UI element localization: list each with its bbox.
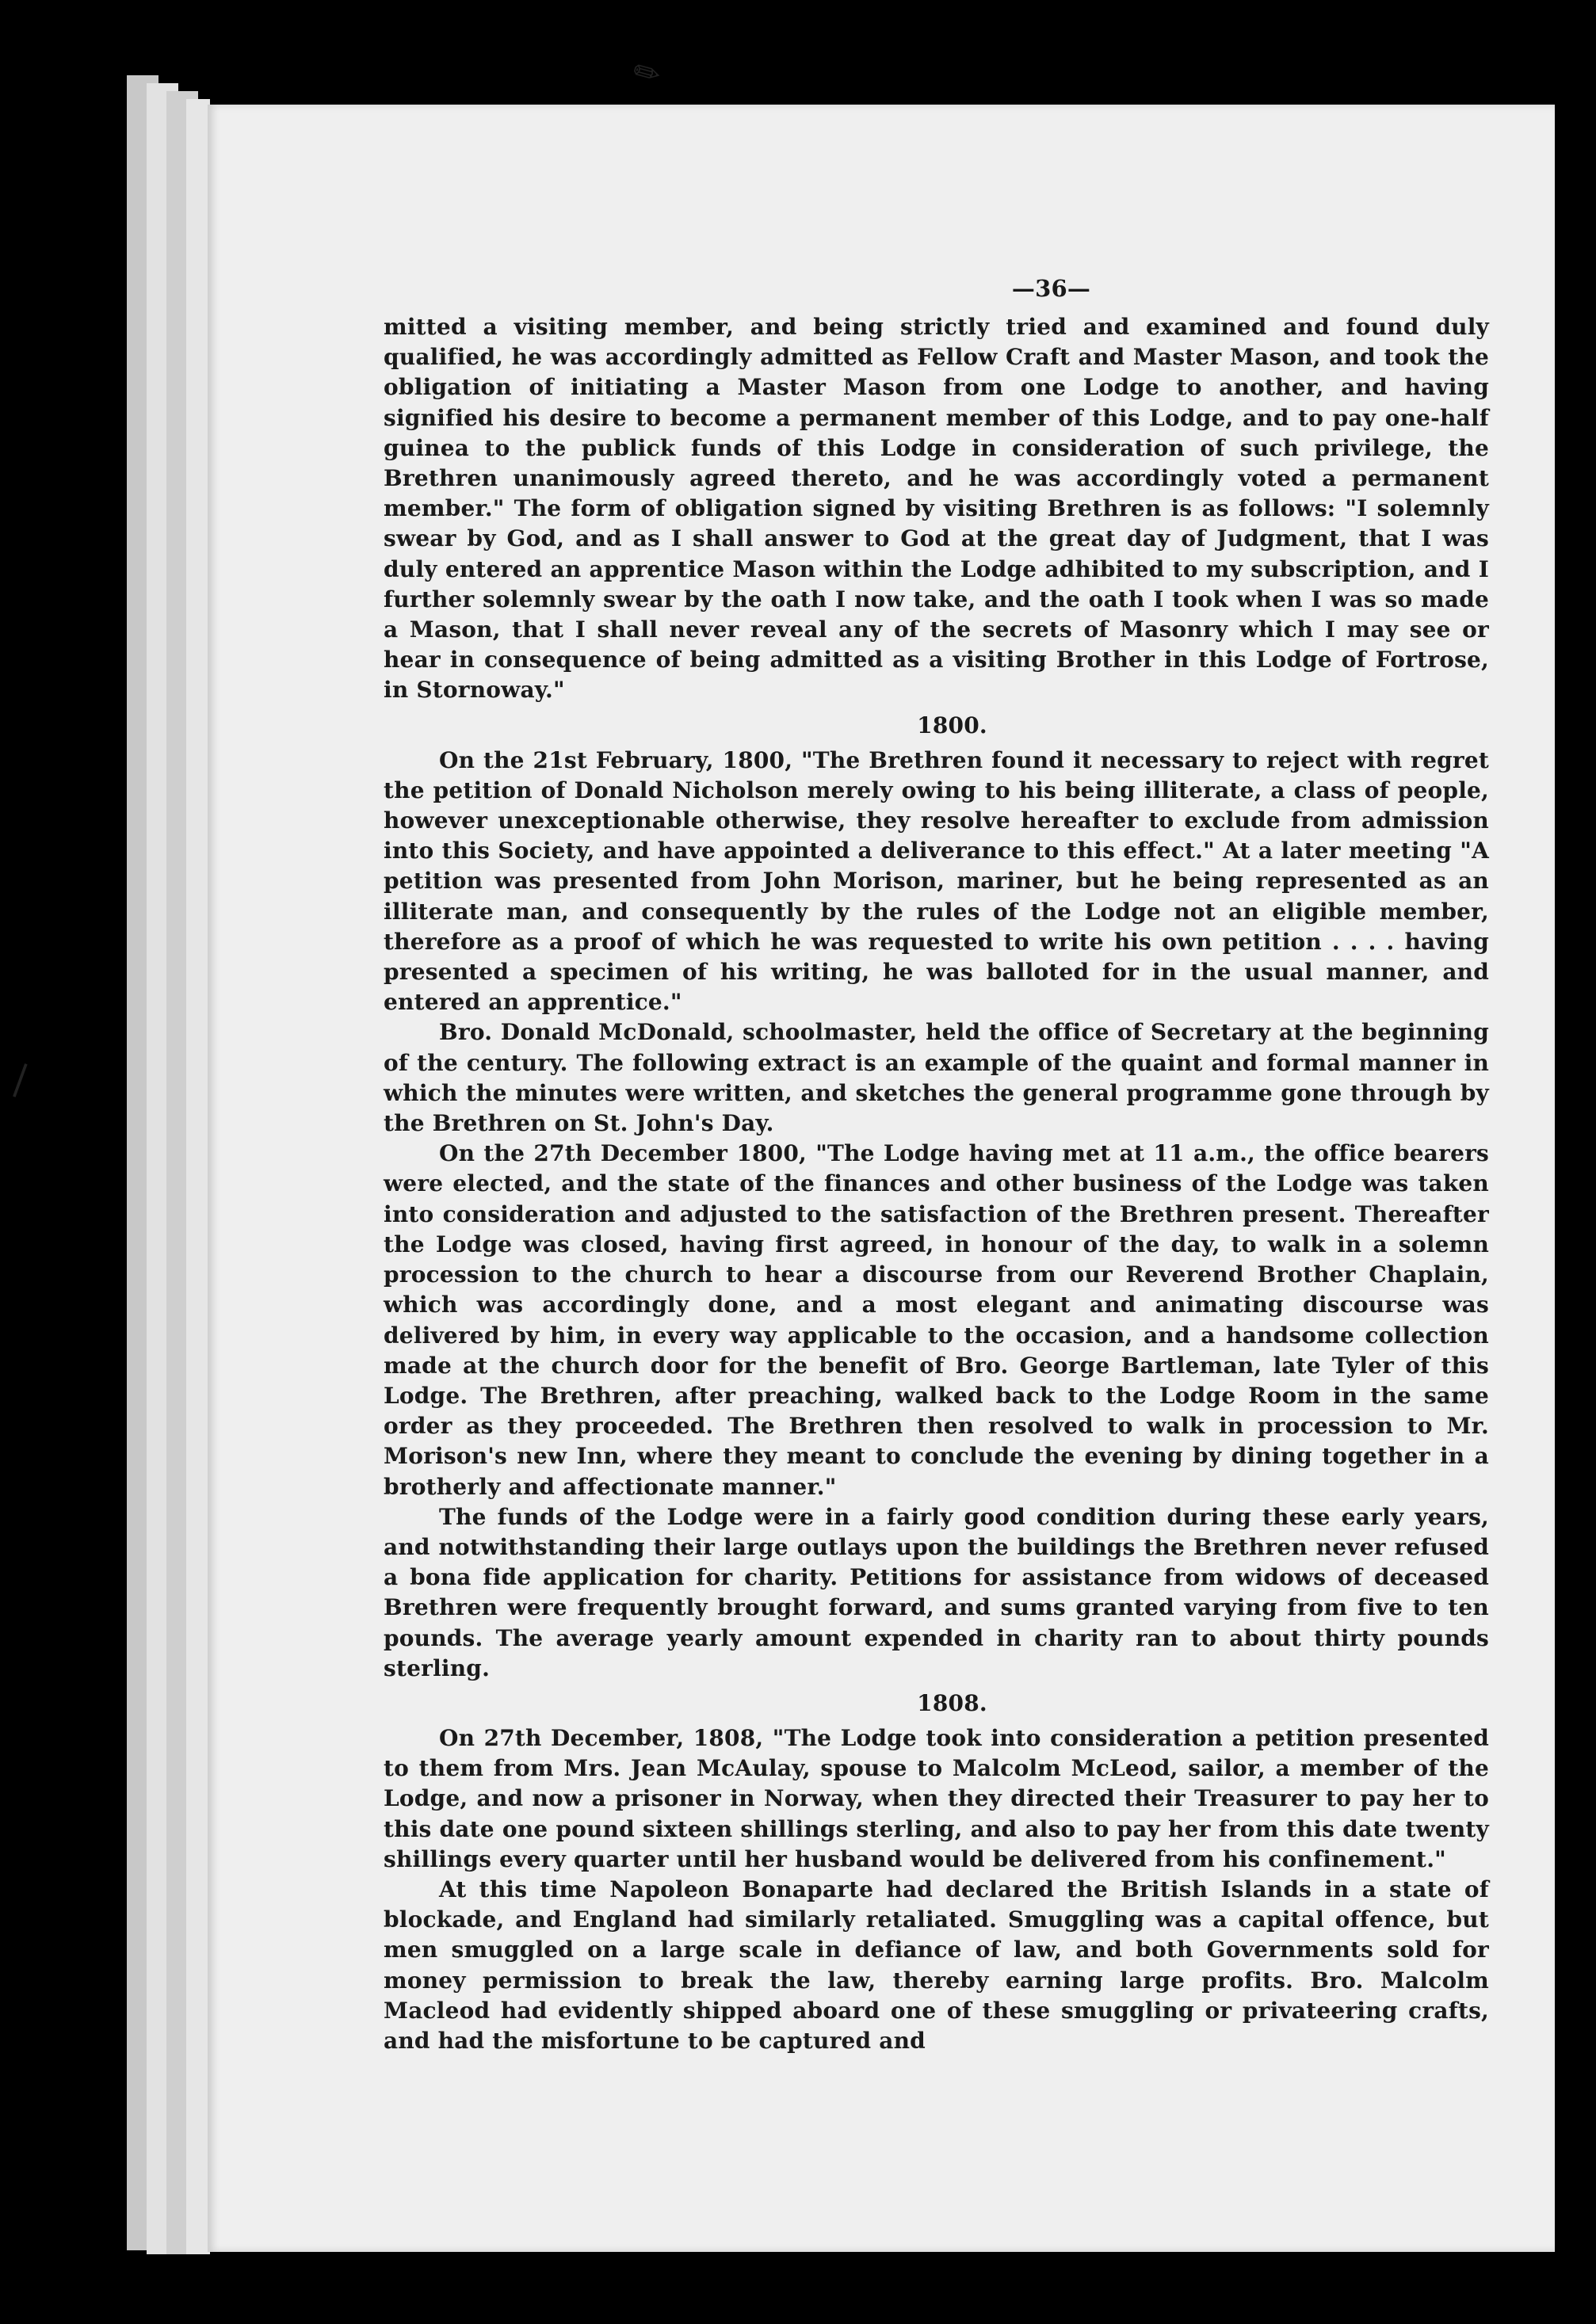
page-edge [186, 99, 210, 2254]
paragraph: On the 27th December 1800, "The Lodge having met at 11 a.m., the office bearers were elected, and the state of the finances and other business of the Lodge was taken into consideration and adjusted to the satisfaction of the Brethren present. Thereafter the Lodge was closed, having first agreed, in honour of the day, to walk in a solemn procession to the church to hear a discourse from our Reverend Brother Chaplain, which was accordingly done, and a most elegant and animating discourse was delivered by him, in every way applicable to the occasion, and a handsome collection made at the church door for the benefit of Bro. George Bartleman, late Tyler of this Lodge. The Brethren, after preaching, walked back to the Lodge Room in the same order as they proceeded. The Brethren then resolved to walk in procession to Mr. Morison's new Inn, where they meant to conclude the evening by dining together in a brotherly and affectionate manner." [384, 1140, 1489, 1500]
year-heading: 1800. [917, 712, 987, 738]
paragraph: The funds of the Lodge were in a fairly good condition during these early years, and notwithstanding their large outlays upon the buildings the Brethren never refused a bona fide application for charity. Petitions for assistance from widows of deceased Brethren were frequently brought forward, and sums granted varying from five to ten pounds. The average yearly amount expended in charity ran to about thirty pounds sterling. [384, 1503, 1489, 1681]
page-number: —36— [1011, 275, 1091, 302]
paragraph: On 27th December, 1808, "The Lodge took into consideration a petition presented to them from Mrs. Jean McAulay, spouse to Malcolm McLeod, sailor, a member of the Lodge, and now a prisoner in Norway, when they directed their Treasurer to pay her to this date one pound sixteen shillings sterling, and also to pay her from this date twenty shillings every quarter until her husband would be delivered from his confinement." [384, 1724, 1489, 1872]
year-heading: 1808. [917, 1689, 987, 1716]
ink-smudge: ❘ [0, 1054, 42, 1102]
page-content [384, 273, 1489, 2056]
book-page [208, 105, 1555, 2252]
paragraph: At this time Napoleon Bonaparte had declared the British Islands in a state of blockade, and England had similarly retaliated. Smuggling was a capital offence, but men smuggled on a large scale in defiance of law, and both Governments sold for money permission to break the law, thereby earning large profits. Bro. Malcolm Macleod had evidently shipped aboard one of these smuggling or privateering crafts, and had the misfortune to be captured and [384, 1876, 1489, 2054]
paragraph: Bro. Donald McDonald, schoolmaster, held the office of Secretary at the beginning of the century. The following extract is an example of the quaint and formal manner in which the minutes were written, and sketches the general programme gone through by the Brethren on St. John's Day. [384, 1019, 1489, 1137]
ink-smudge: ✎ [626, 51, 668, 97]
paragraph: On the 21st February, 1800, "The Brethren found it necessary to reject with regret the petition of Donald Nicholson merely owing to his being illiterate, a class of people, however unexceptionable otherwise, they resolve hereafter to exclude from admission into this Society, and have appointed a deliverance to this effect." At a later meeting "A petition was presented from John Morison, mariner, but he being represented as an illiterate man, and consequently by the rules of the Lodge not an eligible member, therefore as a proof of which he was requested to write his own petition . . . . having presented a specimen of his writing, he was balloted for in the usual manner, and entered an apprentice." [384, 746, 1489, 1016]
paragraph: mitted a visiting member, and being strictly tried and examined and found duly qualified, he was accordingly admitted as Fellow Craft and Master Mason, and took the obligation of initiating a Master Mason from one Lodge to another, and having signified his desire to become a permanent member of this Lodge, and to pay one-half guinea to the publick funds of this Lodge in consideration of such privilege, the Brethren unanimously agreed thereto, and he was accordingly voted a permanent member." The form of obligation signed by visiting Brethren is as follows: "I solemnly swear by God, and as I shall answer to God at the great day of Judgment, that I was duly entered an apprentice Mason within the Lodge adhibited to my subscription, and I further solemnly swear by the oath I now take, and the oath I took when I was so made a Mason, that I shall never reveal any of the secrets of Masonry which I may see or hear in consequence of being admitted as a visiting Brother in this Lodge of Fortrose, in Stornoway." [384, 314, 1489, 704]
